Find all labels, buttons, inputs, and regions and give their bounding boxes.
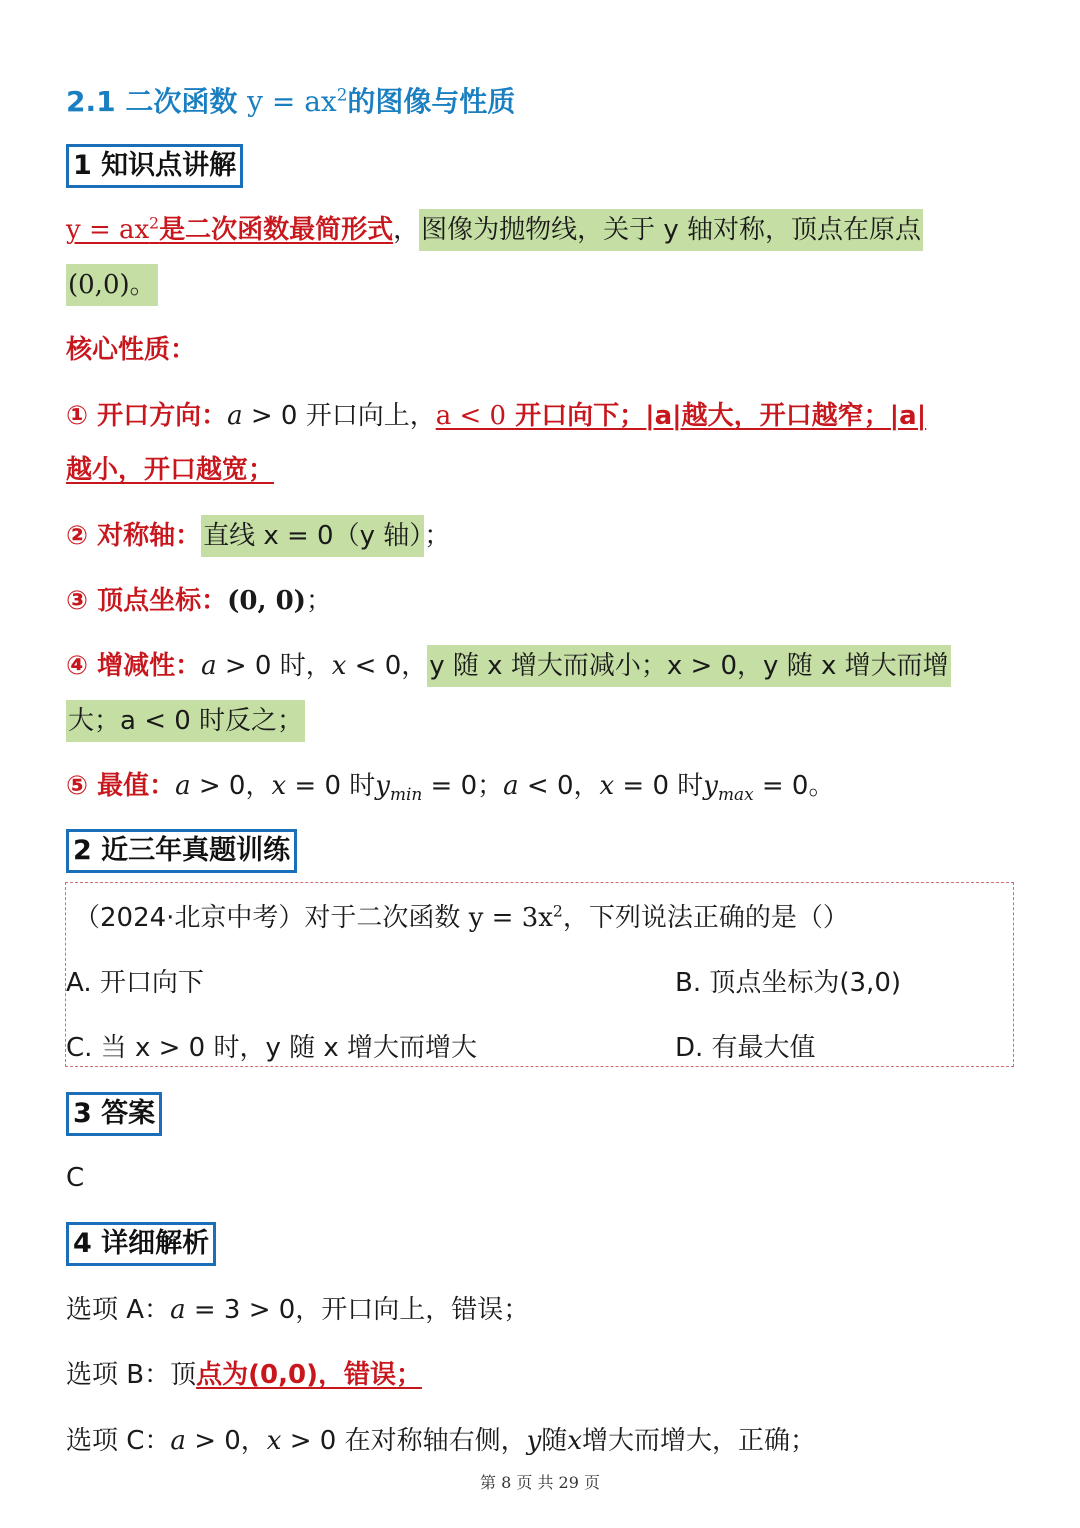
- section-heading-analysis: 4 详细解析: [66, 1222, 216, 1266]
- property-4-x: x: [331, 651, 347, 681]
- option-a[interactable]: A. 开口向下: [66, 968, 204, 998]
- property-2-end: ；: [424, 521, 451, 551]
- property-4-a: a: [201, 651, 217, 681]
- question-stem-pre: （2024·北京中考）对于二次函数: [74, 903, 469, 933]
- title-exponent: 2: [336, 84, 348, 105]
- analysis-a-var: a: [170, 1295, 186, 1325]
- property-2: [66, 518, 450, 554]
- property-5-a1: a: [175, 771, 191, 801]
- analysis-c-y: y: [526, 1426, 542, 1456]
- property-4-line-2: [66, 703, 305, 739]
- intro-formula-text: y = ax: [66, 215, 150, 245]
- property-4-highlight-1: y 随 x 增大而减小；x > 0，y 随 x 增大而增: [427, 645, 950, 687]
- analysis-c: [66, 1423, 816, 1459]
- property-5-t2: = 0 时: [286, 771, 376, 801]
- analysis-c-t2: > 0 在对称轴右侧，: [281, 1426, 527, 1456]
- property-1-red-formula: a < 0: [435, 401, 507, 431]
- intro-bold-red: 是二次函数最简形式: [159, 215, 394, 245]
- answer-value: C: [66, 1163, 85, 1193]
- property-5-t5: = 0 时: [614, 771, 704, 801]
- section-heading-knowledge: 1 知识点讲解: [66, 144, 243, 188]
- property-1-a: a: [227, 401, 243, 431]
- intro-formula: [66, 215, 159, 245]
- property-5-sub-max: max: [717, 784, 754, 805]
- question-formula: [469, 903, 563, 933]
- property-3-value: (0, 0): [227, 586, 306, 616]
- analysis-c-t4: 增大而增大，正确；: [581, 1426, 816, 1456]
- property-3-label: ③ 顶点坐标：: [66, 586, 228, 616]
- analysis-c-t3: 随: [541, 1426, 568, 1456]
- property-1-label: ① 开口方向：: [66, 401, 228, 431]
- property-5-a2: a: [503, 771, 519, 801]
- property-5-x1: x: [271, 771, 287, 801]
- title-formula: [247, 85, 347, 118]
- analysis-b: [66, 1357, 422, 1393]
- question-formula-text: y = 3x: [468, 903, 553, 933]
- property-5-sub-min: min: [389, 784, 423, 805]
- property-5-t1: > 0，: [190, 771, 272, 801]
- analysis-c-x: x: [266, 1426, 282, 1456]
- property-4-highlight-2: 大；a < 0 时反之；: [66, 700, 305, 742]
- core-label: 核心性质：: [66, 335, 197, 365]
- analysis-b-label: 选项 B：: [66, 1360, 171, 1390]
- property-1-line-1: [66, 398, 926, 434]
- property-4-label: ④ 增减性：: [66, 651, 202, 681]
- analysis-c-a: a: [170, 1426, 186, 1456]
- property-4-t2: < 0，: [346, 651, 428, 681]
- intro-line-1: [66, 212, 923, 248]
- option-c[interactable]: C. 当 x > 0 时，y 随 x 增大而增大: [66, 1033, 478, 1063]
- page-footer: 第 8 页 共 29 页: [480, 1473, 600, 1492]
- property-5-x2: x: [599, 771, 615, 801]
- property-1-line-2: [66, 452, 274, 488]
- property-1-text: > 0 开口向上，: [242, 401, 436, 431]
- analysis-c-x2: x: [567, 1426, 582, 1456]
- analysis-c-t1: > 0，: [185, 1426, 267, 1456]
- analysis-a-label: 选项 A：: [66, 1295, 171, 1325]
- property-3-end: ；: [305, 586, 332, 616]
- analysis-c-label: 选项 C：: [66, 1426, 171, 1456]
- section-heading-answer: 3 答案: [66, 1092, 162, 1136]
- intro-highlight-1: 图像为抛物线，关于 y 轴对称，顶点在原点: [419, 209, 923, 251]
- property-5: [66, 768, 834, 804]
- property-5-t6: = 0。: [753, 771, 835, 801]
- property-4-line-1: [66, 648, 951, 684]
- page-title: [66, 80, 515, 120]
- property-5-y1: y: [375, 771, 390, 801]
- question-stem-post: ，下列说法正确的是（）: [562, 903, 849, 933]
- question-stem: [74, 900, 849, 936]
- title-suffix: 的图像与性质: [347, 85, 516, 118]
- option-d[interactable]: D. 有最大值: [675, 1033, 816, 1063]
- property-4-t1: > 0 时，: [216, 651, 332, 681]
- analysis-a-text: = 3 > 0，开口向上，错误；: [185, 1295, 530, 1325]
- property-1-line-2-text: 越小，开口越宽；: [66, 455, 275, 485]
- title-prefix: 2.1 二次函数: [66, 85, 248, 118]
- analysis-b-red: 点为(0,0)，错误；: [196, 1360, 422, 1390]
- property-5-label: ⑤ 最值：: [66, 771, 176, 801]
- property-2-label: ② 对称轴：: [66, 521, 202, 551]
- question-exponent: 2: [552, 902, 563, 921]
- intro-line-2: [66, 267, 158, 303]
- analysis-b-pre: 顶: [170, 1360, 197, 1390]
- title-formula-text: y = ax: [247, 85, 337, 118]
- intro-highlight-2: (0,0)。: [66, 264, 158, 306]
- property-1-red-text: 开口向下；|a|越大，开口越窄；|a|: [506, 401, 927, 431]
- intro-exponent: 2: [149, 214, 160, 233]
- property-3: [66, 583, 332, 619]
- property-5-y2: y: [703, 771, 718, 801]
- property-5-t3: = 0；: [422, 771, 504, 801]
- option-b[interactable]: B. 顶点坐标为(3,0): [675, 968, 902, 998]
- section-heading-exam: 2 近三年真题训练: [66, 829, 297, 873]
- analysis-a: [66, 1292, 529, 1328]
- intro-sep: ，: [393, 215, 420, 245]
- property-2-highlight: 直线 x = 0（y 轴）: [201, 515, 424, 557]
- property-5-t4: < 0，: [518, 771, 600, 801]
